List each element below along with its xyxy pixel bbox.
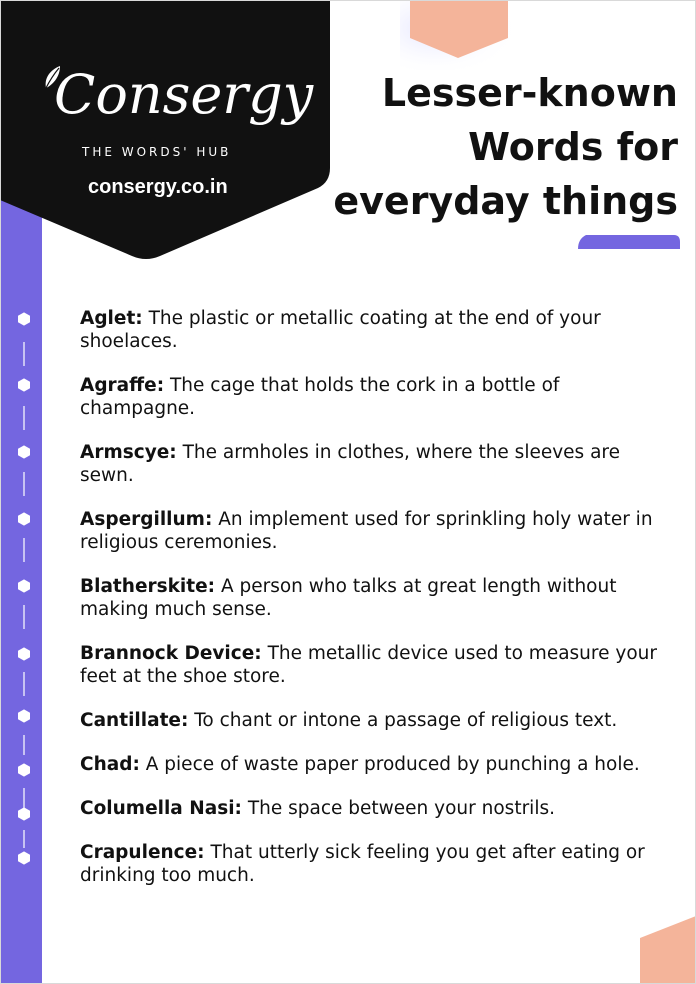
list-item	[80, 797, 670, 820]
page-title	[318, 66, 678, 228]
title-line-1: Lesser-known	[381, 71, 678, 115]
word-definition: The plastic or metallic coating at the end of your shoelaces.	[80, 308, 601, 352]
word-definition: That utterly sick feeling you get after eating or drinking too much.	[80, 842, 645, 886]
word-definition: The space between your nostrils.	[247, 798, 555, 819]
word-definition: The metallic device used to measure your feet at the shoe store.	[80, 643, 657, 687]
word-list	[80, 307, 670, 887]
word-term: Armscye:	[80, 442, 177, 463]
title-underline-accent	[578, 235, 680, 249]
word-term: Aspergillum:	[80, 509, 213, 530]
word-term: Aglet:	[80, 308, 143, 329]
word-definition: A piece of waste paper produced by punching a hole.	[145, 754, 640, 775]
title-line-2: Words for	[468, 125, 678, 169]
word-term: Columella Nasi:	[80, 798, 242, 819]
logo-wordmark: Consergy	[54, 63, 314, 126]
bullet-dot	[19, 446, 30, 458]
bullet-dot	[19, 313, 30, 325]
peach-corner-bottom	[640, 916, 696, 984]
word-term: Blatherskite:	[80, 576, 216, 597]
bullet-dot	[19, 580, 30, 592]
bullet-dot	[19, 852, 30, 864]
bullet-dot	[19, 379, 30, 391]
word-term: Brannock Device:	[80, 643, 262, 664]
list-item	[80, 307, 670, 353]
list-item	[80, 642, 670, 688]
word-definition: The cage that holds the cork in a bottle of champagne.	[80, 375, 560, 419]
word-term: Crapulence:	[80, 842, 205, 863]
list-item	[80, 441, 670, 487]
bullet-dot	[19, 513, 30, 525]
word-definition: A person who talks at great length without making much sense.	[80, 576, 617, 620]
word-definition: To chant or intone a passage of religious text.	[194, 710, 618, 731]
website-link[interactable]: consergy.co.in	[88, 176, 228, 198]
word-definition: An implement used for sprinkling holy water in religious ceremonies.	[80, 509, 653, 553]
list-item	[80, 753, 670, 776]
word-term: Agraffe:	[80, 375, 165, 396]
list-item	[80, 575, 670, 621]
peach-hexagon-top	[400, 0, 520, 70]
word-term: Cantillate:	[80, 710, 189, 731]
bullet-dot	[19, 710, 30, 722]
title-line-3: everyday things	[333, 179, 678, 223]
list-item	[80, 709, 670, 732]
word-definition: The armholes in clothes, where the sleeves are sewn.	[80, 442, 620, 486]
brand-tagline: THE WORDS' HUB	[82, 145, 232, 159]
list-item	[80, 841, 670, 887]
bullet-dot	[19, 808, 30, 820]
list-item	[80, 374, 670, 420]
word-term: Chad:	[80, 754, 140, 775]
bullet-dot	[19, 764, 30, 776]
bullet-dot	[19, 648, 30, 660]
list-item	[80, 508, 670, 554]
